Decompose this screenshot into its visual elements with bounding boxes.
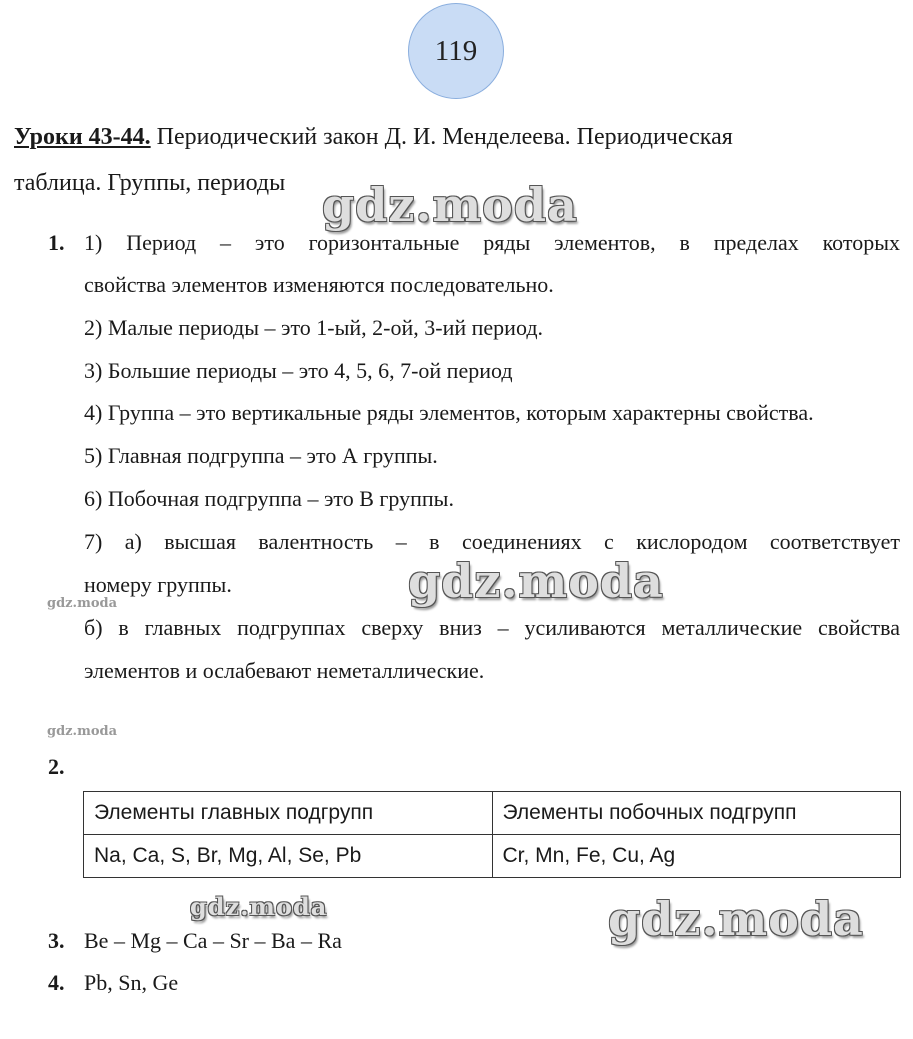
page-number: 119 <box>434 34 478 67</box>
task3-text: Be – Mg – Ca – Sr – Ba – Ra <box>84 928 342 953</box>
elements-table <box>83 791 901 878</box>
watermark-small: gdz.moda <box>47 596 118 611</box>
task1-line: 3) Большие периоды – это 4, 5, 6, 7-ой период <box>84 358 513 383</box>
table-cell: Na, Ca, S, Br, Mg, Al, Se, Pb <box>84 835 493 878</box>
watermark: gdz.moda <box>190 892 328 921</box>
page-number-badge <box>408 3 504 99</box>
task1-line: элементов и ослабевают неметаллические. <box>84 658 485 683</box>
lesson-title-line1: Периодический закон Д. И. Менделеева. Периодическая <box>156 124 733 150</box>
table-cell: Cr, Mn, Fe, Cu, Ag <box>492 835 901 878</box>
lesson-heading: Уроки 43-44. <box>14 124 151 150</box>
task1-line: б) в главных подгруппах сверху вниз – усиливаются металлические свойства <box>84 615 900 640</box>
table-header-row <box>84 792 901 835</box>
table-row <box>84 835 901 878</box>
task1-line: 4) Группа – это вертикальные ряды элементов, которым характерны свойства. <box>84 400 814 425</box>
lesson-title-line2: таблица. Группы, периоды <box>14 170 286 196</box>
watermark-small: gdz.moda <box>47 724 118 739</box>
table-header-cell: Элементы главных подгрупп <box>84 792 493 835</box>
task1-line: 2) Малые периоды – это 1-ый, 2-ой, 3-ий период. <box>84 315 544 340</box>
task4-text: Pb, Sn, Ge <box>84 970 179 995</box>
watermark: gdz.moda <box>608 892 864 946</box>
task1-line: номеру группы. <box>84 572 232 597</box>
task1-number: 1. <box>48 230 65 255</box>
task1-line: 6) Побочная подгруппа – это В группы. <box>84 486 454 511</box>
task4-number: 4. <box>48 970 65 995</box>
task3-number: 3. <box>48 928 65 953</box>
table-header-cell: Элементы побочных подгрупп <box>492 792 901 835</box>
task1-line: свойства элементов изменяются последовательно. <box>84 272 554 297</box>
task1-line: 5) Главная подгруппа – это А группы. <box>84 443 438 468</box>
task2-number: 2. <box>48 754 65 779</box>
watermark: gdz.moda <box>408 554 664 608</box>
task1-line: 7) а) высшая валентность – в соединениях с кислородом соответствует <box>84 529 900 554</box>
task1-line: 1) Период – это горизонтальные ряды элементов, в пределах которых <box>84 230 900 255</box>
watermark: gdz.moda <box>322 178 578 232</box>
